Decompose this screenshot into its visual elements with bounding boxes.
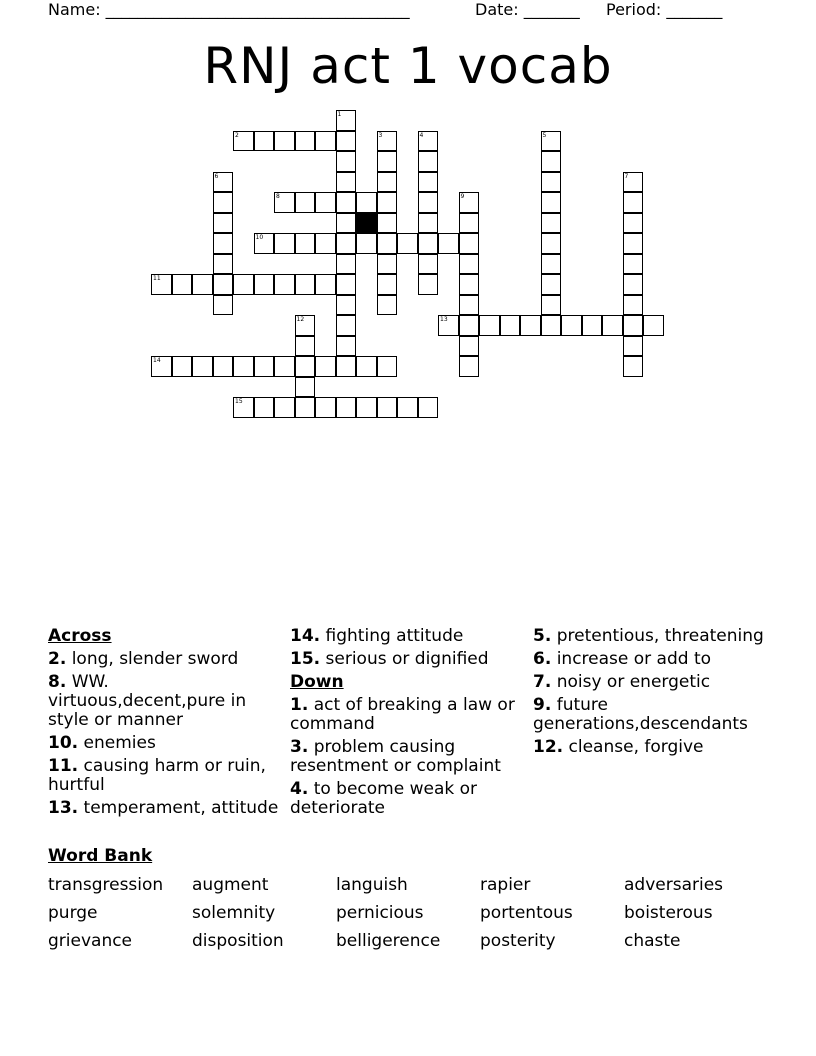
grid-cell[interactable] bbox=[418, 233, 439, 254]
grid-cell[interactable] bbox=[254, 233, 275, 254]
name-field-label: Name: ______________________________________ bbox=[48, 0, 410, 19]
word-bank-item: rapier bbox=[480, 875, 531, 895]
grid-cell[interactable] bbox=[274, 274, 295, 295]
grid-cell[interactable] bbox=[459, 274, 480, 295]
grid-cell[interactable] bbox=[356, 356, 377, 377]
clue-across-11: 11. causing harm or ruin, hurtful bbox=[48, 756, 266, 795]
grid-cell[interactable] bbox=[233, 356, 254, 377]
grid-cell[interactable] bbox=[213, 295, 234, 316]
grid-cell[interactable] bbox=[623, 233, 644, 254]
word-bank-item: purge bbox=[48, 903, 98, 923]
grid-cell[interactable] bbox=[438, 315, 459, 336]
grid-cell[interactable] bbox=[213, 213, 234, 234]
clue-number: 9 bbox=[460, 193, 465, 200]
clue-number: 14 bbox=[153, 357, 161, 364]
grid-cell[interactable] bbox=[418, 274, 439, 295]
grid-cell[interactable] bbox=[377, 151, 398, 172]
grid-cell[interactable] bbox=[295, 131, 316, 152]
clue-number: 10 bbox=[255, 234, 264, 241]
grid-cell[interactable] bbox=[336, 151, 357, 172]
grid-cell[interactable] bbox=[192, 356, 213, 377]
page-title: RNJ act 1 vocab bbox=[203, 37, 613, 95]
word-bank-item: languish bbox=[336, 875, 408, 895]
grid-cell[interactable] bbox=[623, 356, 644, 377]
grid-cell[interactable] bbox=[274, 397, 295, 418]
grid-cell[interactable] bbox=[459, 315, 480, 336]
clue-number: 5 bbox=[542, 131, 547, 139]
clue-down-3: 3. problem causing resentment or complaint bbox=[290, 737, 501, 776]
grid-cell[interactable] bbox=[233, 274, 254, 295]
clue-number: 12 bbox=[296, 316, 305, 323]
clue-across-14: 14. fighting attitude bbox=[290, 626, 464, 646]
grid-cell[interactable] bbox=[336, 336, 357, 357]
grid-cell[interactable] bbox=[336, 131, 357, 152]
grid-cell[interactable] bbox=[295, 356, 316, 377]
grid-cell[interactable] bbox=[336, 213, 357, 234]
clues-column-1 bbox=[48, 627, 280, 822]
clues-column-3 bbox=[533, 627, 773, 761]
clues-column-2 bbox=[290, 627, 525, 822]
grid-cell[interactable] bbox=[541, 151, 562, 172]
grid-cell[interactable] bbox=[336, 192, 357, 213]
word-bank-item: posterity bbox=[480, 931, 556, 951]
grid-cell[interactable] bbox=[377, 172, 398, 193]
grid-cell[interactable] bbox=[438, 233, 459, 254]
grid-cell[interactable] bbox=[377, 356, 398, 377]
word-bank-item: boisterous bbox=[624, 903, 713, 923]
grid-cell[interactable] bbox=[336, 110, 357, 131]
clue-down-5: 5. pretentious, threatening bbox=[533, 626, 764, 646]
grid-cell[interactable] bbox=[623, 192, 644, 213]
grid-cell[interactable] bbox=[356, 233, 377, 254]
black-cell bbox=[356, 213, 377, 234]
grid-cell[interactable] bbox=[295, 397, 316, 418]
grid-cell[interactable] bbox=[274, 233, 295, 254]
grid-cell[interactable] bbox=[336, 295, 357, 316]
grid-cell[interactable] bbox=[315, 274, 336, 295]
grid-cell[interactable] bbox=[459, 213, 480, 234]
clue-down-9: 9. future generations,descendants bbox=[533, 695, 748, 734]
clue-number: 1 bbox=[337, 111, 342, 118]
clue-number: 13 bbox=[440, 316, 448, 323]
grid-cell[interactable] bbox=[602, 315, 623, 336]
grid-cell[interactable] bbox=[336, 397, 357, 418]
grid-cell[interactable] bbox=[377, 233, 398, 254]
clue-across-13: 13. temperament, attitude bbox=[48, 798, 279, 818]
grid-cell[interactable] bbox=[520, 315, 541, 336]
grid-cell[interactable] bbox=[377, 295, 398, 316]
grid-cell[interactable] bbox=[623, 274, 644, 295]
grid-cell[interactable] bbox=[418, 254, 439, 275]
grid-cell[interactable] bbox=[418, 151, 439, 172]
grid-cell[interactable] bbox=[356, 192, 377, 213]
grid-cell[interactable] bbox=[459, 254, 480, 275]
down-heading: Down bbox=[290, 672, 344, 692]
word-bank-item: portentous bbox=[480, 903, 573, 923]
grid-cell[interactable] bbox=[356, 397, 377, 418]
grid-cell[interactable] bbox=[336, 172, 357, 193]
grid-cell[interactable] bbox=[295, 274, 316, 295]
grid-cell[interactable] bbox=[541, 172, 562, 193]
grid-cell[interactable] bbox=[192, 274, 213, 295]
grid-cell[interactable] bbox=[397, 397, 418, 418]
clue-number: 7 bbox=[624, 172, 629, 180]
clue-down-12: 12. cleanse, forgive bbox=[533, 737, 704, 757]
grid-cell[interactable] bbox=[254, 397, 275, 418]
grid-cell[interactable] bbox=[274, 356, 295, 377]
grid-cell[interactable] bbox=[459, 192, 480, 213]
grid-cell[interactable] bbox=[336, 254, 357, 275]
grid-cell[interactable] bbox=[254, 274, 275, 295]
grid-cell[interactable] bbox=[295, 315, 316, 336]
grid-cell[interactable] bbox=[623, 213, 644, 234]
clue-number: 6 bbox=[214, 172, 219, 180]
grid-cell[interactable] bbox=[254, 131, 275, 152]
grid-cell[interactable] bbox=[418, 192, 439, 213]
grid-cell[interactable] bbox=[479, 315, 500, 336]
grid-cell[interactable] bbox=[151, 274, 172, 295]
clue-number: 15 bbox=[235, 398, 243, 405]
grid-cell[interactable] bbox=[315, 233, 336, 254]
grid-cell[interactable] bbox=[295, 233, 316, 254]
grid-cell[interactable] bbox=[213, 254, 234, 275]
period-field-label: Period: _______ bbox=[606, 0, 723, 19]
crossword-grid bbox=[0, 0, 816, 430]
grid-cell[interactable] bbox=[377, 397, 398, 418]
grid-cell[interactable] bbox=[336, 356, 357, 377]
grid-cell[interactable] bbox=[582, 315, 603, 336]
grid-cell[interactable] bbox=[418, 131, 439, 152]
clue-across-15: 15. serious or dignified bbox=[290, 649, 489, 669]
grid-cell[interactable] bbox=[541, 192, 562, 213]
grid-cell[interactable] bbox=[643, 315, 664, 336]
word-bank-item: grievance bbox=[48, 931, 133, 951]
word-bank-item: belligerence bbox=[336, 931, 441, 951]
grid-cell[interactable] bbox=[541, 254, 562, 275]
grid-cell[interactable] bbox=[295, 192, 316, 213]
grid-cell[interactable] bbox=[336, 274, 357, 295]
word-bank-item: disposition bbox=[192, 931, 284, 951]
grid-cell[interactable] bbox=[459, 295, 480, 316]
grid-cell[interactable] bbox=[151, 356, 172, 377]
grid-cell[interactable] bbox=[541, 315, 562, 336]
grid-cell[interactable] bbox=[377, 274, 398, 295]
grid-cell[interactable] bbox=[541, 131, 562, 152]
grid-cell[interactable] bbox=[418, 213, 439, 234]
clue-number: 3 bbox=[378, 131, 383, 139]
grid-cell[interactable] bbox=[541, 274, 562, 295]
clue-down-6: 6. increase or add to bbox=[533, 649, 712, 669]
grid-cell[interactable] bbox=[274, 192, 295, 213]
grid-cell[interactable] bbox=[172, 356, 193, 377]
grid-cell[interactable] bbox=[377, 254, 398, 275]
grid-cell[interactable] bbox=[213, 233, 234, 254]
grid-cell[interactable] bbox=[623, 336, 644, 357]
across-heading: Across bbox=[48, 626, 112, 646]
clue-across-2: 2. long, slender sword bbox=[48, 649, 239, 669]
clue-number: 2 bbox=[235, 131, 239, 139]
clue-number: 8 bbox=[276, 193, 280, 200]
grid-cell[interactable] bbox=[377, 213, 398, 234]
grid-cell[interactable] bbox=[254, 356, 275, 377]
grid-cell[interactable] bbox=[561, 315, 582, 336]
grid-cell[interactable] bbox=[213, 356, 234, 377]
grid-cell[interactable] bbox=[500, 315, 521, 336]
grid-cell[interactable] bbox=[315, 192, 336, 213]
grid-cell[interactable] bbox=[459, 336, 480, 357]
clue-down-7: 7. noisy or energetic bbox=[533, 672, 711, 692]
grid-cell[interactable] bbox=[623, 172, 644, 193]
word-bank-item: pernicious bbox=[336, 903, 424, 923]
grid-cell[interactable] bbox=[418, 397, 439, 418]
word-bank-item: adversaries bbox=[624, 875, 724, 895]
grid-cell[interactable] bbox=[233, 131, 254, 152]
grid-cell[interactable] bbox=[233, 397, 254, 418]
grid-cell[interactable] bbox=[623, 254, 644, 275]
clue-number: 4 bbox=[419, 131, 424, 139]
grid-cell[interactable] bbox=[459, 233, 480, 254]
clue-number: 11 bbox=[153, 275, 161, 282]
grid-cell[interactable] bbox=[541, 233, 562, 254]
word-bank-item: transgression bbox=[48, 875, 164, 895]
clue-across-8: 8. WW. virtuous,decent,pure in style or manner bbox=[48, 672, 247, 730]
grid-cell[interactable] bbox=[315, 397, 336, 418]
grid-cell[interactable] bbox=[336, 233, 357, 254]
grid-cell[interactable] bbox=[315, 356, 336, 377]
grid-cell[interactable] bbox=[315, 131, 336, 152]
word-bank-item: chaste bbox=[624, 931, 681, 951]
grid-cell[interactable] bbox=[377, 192, 398, 213]
clue-across-10: 10. enemies bbox=[48, 733, 156, 753]
clue-down-1: 1. act of breaking a law or command bbox=[290, 695, 515, 734]
grid-cell[interactable] bbox=[295, 336, 316, 357]
grid-cell[interactable] bbox=[418, 172, 439, 193]
word-bank-item: augment bbox=[192, 875, 269, 895]
date-field-label: Date: _______ bbox=[475, 0, 580, 19]
grid-cell[interactable] bbox=[377, 131, 398, 152]
grid-cell[interactable] bbox=[623, 315, 644, 336]
grid-cell[interactable] bbox=[541, 295, 562, 316]
grid-cell[interactable] bbox=[213, 274, 234, 295]
word-bank-item: solemnity bbox=[192, 903, 276, 923]
grid-cell[interactable] bbox=[213, 192, 234, 213]
grid-cell[interactable] bbox=[459, 356, 480, 377]
grid-cell[interactable] bbox=[295, 377, 316, 398]
grid-cell[interactable] bbox=[274, 131, 295, 152]
grid-cell[interactable] bbox=[213, 172, 234, 193]
grid-cell[interactable] bbox=[397, 233, 418, 254]
word-bank-heading: Word Bank bbox=[48, 846, 153, 866]
grid-cell[interactable] bbox=[336, 315, 357, 336]
grid-cell[interactable] bbox=[623, 295, 644, 316]
grid-cell[interactable] bbox=[541, 213, 562, 234]
clue-down-4: 4. to become weak or deteriorate bbox=[290, 779, 478, 818]
grid-cell[interactable] bbox=[172, 274, 193, 295]
